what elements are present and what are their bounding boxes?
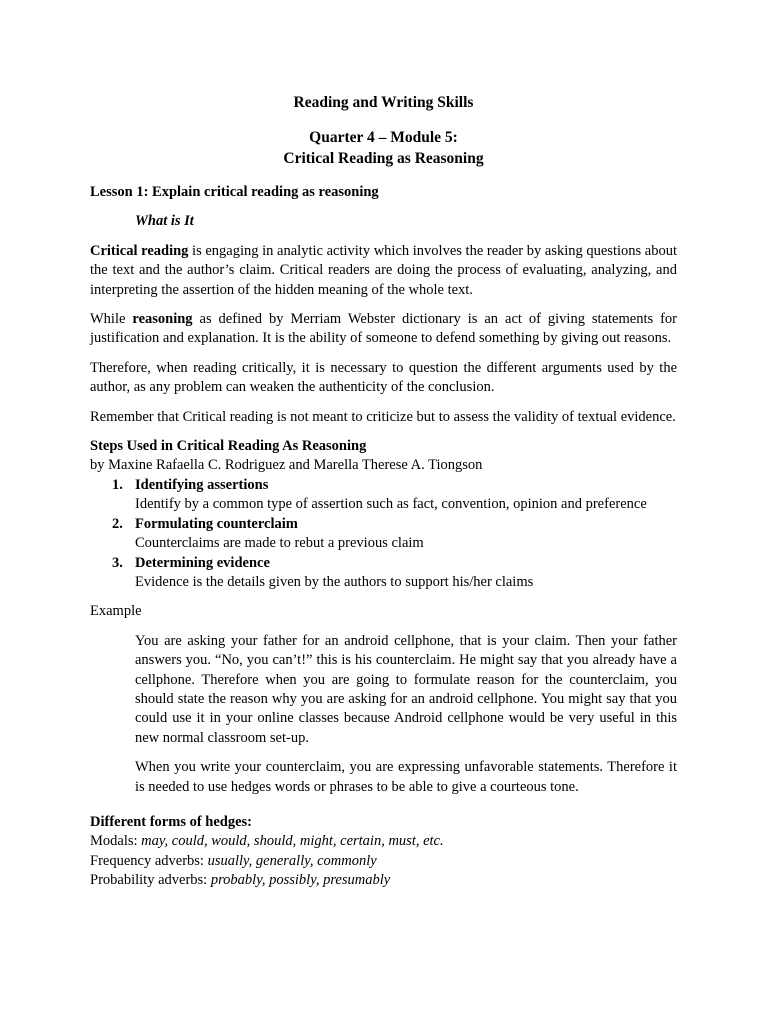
example-label: Example (90, 603, 142, 620)
document-title: Reading and Writing Skills (293, 94, 474, 111)
module-title: Critical Reading as Reasoning (283, 150, 484, 167)
hedge-label: Frequency adverbs: (90, 852, 208, 869)
list-item (90, 554, 677, 593)
example-paragraph: When you write your counterclaim, you are expressing unfavorable statements. Therefore it is needed to use hedges words or phrases to be able to give a courteous tone. (135, 759, 677, 795)
step-title: Determining evidence (135, 554, 270, 571)
paragraph-therefore: Therefore, when reading critically, it is necessary to question the different arguments used by the author, as any problem can weaken the authenticity of the conclusion. (90, 359, 677, 396)
paragraph-text: as defined by Merriam Webster dictionary is an act of giving statements for justification and explanation. It is the ability of someone to defend something by giving out reasons. (90, 311, 677, 347)
step-number: 1. (112, 476, 123, 493)
step-title: Formulating counterclaim (135, 515, 298, 532)
paragraph-text: is engaging in analytic activity which involves the reader by asking questions about the text and the author’s claim. Critical readers are doing the process of evaluating, analyzing, and interpreting the assertion of the hidden meaning of the whole text. (90, 242, 677, 298)
list-item (90, 476, 677, 515)
steps-list (90, 476, 677, 592)
step-description: Evidence is the details given by the authors to support his/her claims (135, 573, 534, 590)
step-number: 2. (112, 515, 123, 532)
hedges-probability (90, 871, 677, 890)
steps-byline: by Maxine Rafaella C. Rodriguez and Marella Therese A. Tiongson (90, 457, 483, 474)
step-number: 3. (112, 554, 123, 571)
step-description: Counterclaims are made to rebut a previous claim (135, 535, 424, 552)
paragraph-text: While (90, 311, 133, 328)
paragraph-remember: Remember that Critical reading is not meant to criticize but to assess the validity of textual evidence. (90, 408, 676, 425)
hedge-values: probably, possibly, presumably (210, 872, 391, 889)
term-critical-reading: Critical reading (90, 242, 189, 259)
step-description: Identify by a common type of assertion such as fact, convention, opinion and preference (135, 496, 647, 513)
section-heading: What is It (135, 213, 194, 230)
paragraph-reasoning (90, 310, 677, 349)
example-paragraph: You are asking your father for an android cellphone, that is your claim. Then your father answers you. “No, you can’t!” this is his counterclaim. He might say that you already have a cellphone. Therefore when you are going to formulate reason for the counterclaim, you should state the reason why you are asking for an android cellphone. You might say that you could use it in your online classes because Android cellphone would be very useful in this new normal classroom set-up. (135, 632, 677, 746)
hedges-section (90, 813, 677, 891)
hedges-modals (90, 832, 677, 851)
module-heading (90, 127, 677, 169)
document-page (90, 92, 677, 891)
hedge-label: Probability adverbs: (90, 872, 211, 889)
lesson-title: Lesson 1: Explain critical reading as reasoning (90, 184, 379, 200)
example-block (135, 632, 677, 797)
term-reasoning: reasoning (132, 311, 193, 328)
paragraph-critical-reading (90, 242, 677, 300)
list-item (90, 515, 677, 554)
hedges-heading: Different forms of hedges: (90, 813, 253, 830)
quarter-label: Quarter 4 – Module 5: (309, 129, 458, 146)
steps-heading: Steps Used in Critical Reading As Reasoning (90, 438, 367, 455)
hedges-frequency (90, 852, 677, 871)
step-title: Identifying assertions (135, 476, 269, 493)
hedge-values: may, could, would, should, might, certain, must, etc. (141, 833, 444, 850)
hedge-values: usually, generally, commonly (207, 852, 377, 869)
hedge-label: Modals: (90, 833, 142, 850)
